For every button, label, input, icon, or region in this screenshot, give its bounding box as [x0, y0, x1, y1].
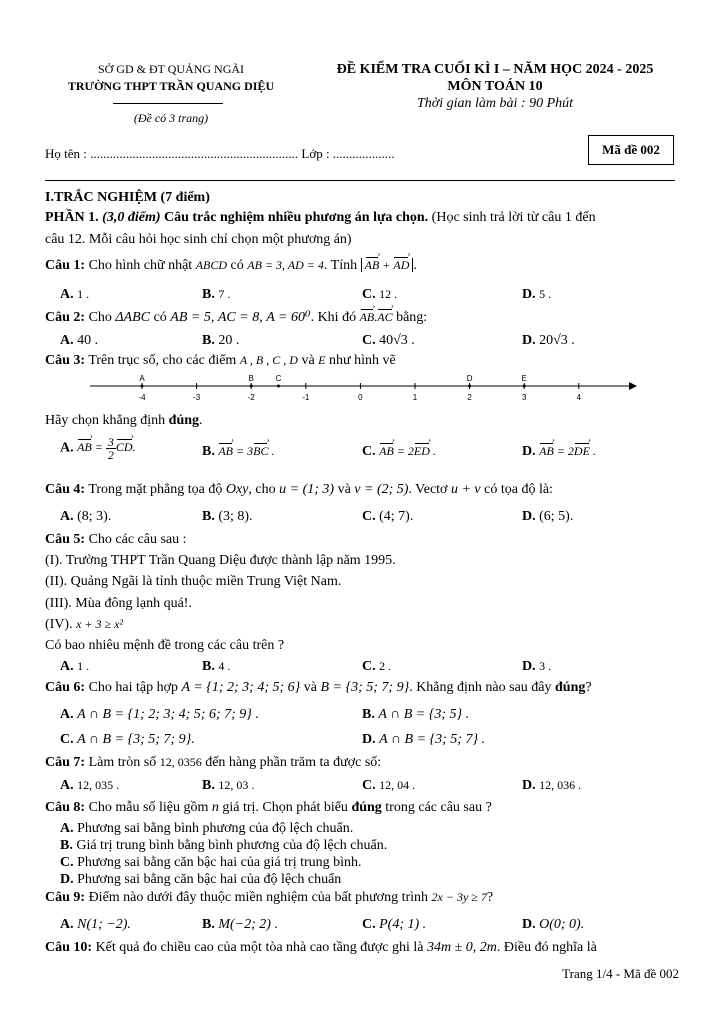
axis-tick-label: -3: [193, 393, 201, 402]
exam-code-box: Mã đề 002: [588, 135, 674, 165]
q2-option-c[interactable]: C. 40√3 .: [362, 333, 415, 348]
q7-option-a[interactable]: A. 12, 035 .: [60, 778, 120, 793]
student-info-line: Họ tên : ................................................................ Lớp : ...................: [45, 146, 395, 161]
q1-shape: ABCD: [195, 258, 228, 272]
q1-text: Cho hình chữ nhật: [88, 258, 193, 273]
q8-option-d[interactable]: D. Phương sai bằng căn bậc hai của độ lệch chuẩn: [60, 872, 342, 887]
question-5: Câu 5: Cho các câu sau :: [45, 532, 187, 547]
q1-option-c[interactable]: C. 12 .: [362, 287, 398, 302]
question-6: Câu 6: Cho hai tập hợp A = {1; 2; 3; 4; 5; 6} và B = {3; 5; 7; 9}. Khẳng định nào sau đây đúng?: [45, 680, 592, 695]
q5-statement-2: (II). Quảng Ngãi là tỉnh thuộc miền Trung Việt Nam.: [45, 574, 342, 589]
pages-note: (Đề có 3 trang): [133, 111, 209, 125]
axis-tick-label: 0: [358, 393, 363, 402]
axis-points: [139, 374, 527, 388]
q3-option-c[interactable]: C. AB › = 2ED › .: [362, 444, 436, 460]
page-footer: Trang 1/4 - Mã đề 002: [562, 966, 679, 981]
axis-tick-label: 2: [467, 393, 472, 402]
axis-tick-label: 1: [412, 393, 418, 402]
axis-arrow: [629, 382, 637, 390]
question-10: Câu 10: Kết quả đo chiều cao của một tòa nhà cao tầng được ghi là 34m ± 0, 2m. Điều đó nghĩa là: [45, 940, 597, 955]
axis-point-b: [250, 385, 253, 388]
q1-expression: AB › + AD ›: [361, 258, 414, 272]
part-heading: [45, 210, 596, 226]
q1-option-d[interactable]: D. 5 .: [522, 287, 552, 302]
axis-tick-label: -4: [138, 393, 146, 402]
q4-option-c[interactable]: C. (4; 7).: [362, 509, 414, 524]
q7-option-d[interactable]: D. 12, 036 .: [522, 778, 582, 793]
q7-option-b[interactable]: B. 12, 03 .: [202, 778, 255, 793]
q2-option-d[interactable]: D. 20√3 .: [522, 333, 575, 348]
axis-point-c: [277, 385, 280, 388]
q1-option-b[interactable]: B. 7 .: [202, 287, 231, 302]
part-label: PHẦN 1.: [45, 210, 99, 225]
exam-subject: MÔN TOÁN 10: [447, 79, 543, 94]
q5-option-d[interactable]: D. 3 .: [522, 659, 552, 674]
q6-option-c[interactable]: C. A ∩ B = {3; 5; 7; 9}.: [60, 732, 195, 747]
part-note: (Học sinh trả lời từ câu 1 đến: [431, 210, 596, 225]
number-line: [40, 372, 640, 406]
q7-option-c[interactable]: C. 12, 04 .: [362, 778, 416, 793]
q4-option-b[interactable]: B. (3; 8).: [202, 509, 253, 524]
header-divider: [113, 103, 223, 104]
q8-option-c[interactable]: C. Phương sai bằng căn bậc hai của giá trị trung bình.: [60, 855, 362, 870]
department: SỞ GD & ĐT QUẢNG NGÃI: [97, 62, 245, 76]
axis-point-d: [468, 385, 471, 388]
q8-option-b[interactable]: B. Giá trị trung bình bằng bình phương của độ lệch chuẩn.: [60, 838, 388, 853]
axis-tick-label: -1: [302, 393, 310, 402]
q4-option-d[interactable]: D. (6; 5).: [522, 509, 574, 524]
exam-time: Thời gian làm bài : 90 Phút: [416, 96, 574, 111]
q5-option-a[interactable]: A. 1 .: [60, 659, 90, 674]
q1-option-a[interactable]: A. 1 .: [60, 287, 90, 302]
part-note-line2: câu 12. Mỗi câu hỏi học sinh chỉ chọn một phương án): [45, 232, 352, 247]
q5-option-c[interactable]: C. 2 .: [362, 659, 392, 674]
axis-tick-label: 3: [521, 393, 527, 402]
axis-point-label: D: [466, 374, 473, 383]
axis-point-a: [141, 385, 144, 388]
q5-statement-3: (III). Mùa đông lạnh quá!.: [45, 596, 192, 611]
q1-condition: AB = 3, AD = 4: [247, 258, 324, 272]
q9-option-b[interactable]: B. M(−2; 2) .: [202, 917, 278, 932]
question-3: Câu 3: Trên trục số, cho các điểm A , B , C , D và E như hình vẽ: [45, 353, 396, 368]
school-name: TRƯỜNG THPT TRẦN QUANG DIỆU: [67, 79, 275, 93]
q5-statement-4: (IV). x + 3 ≥ x²: [45, 617, 124, 632]
q2-dot-product: AB ›.AC ›: [360, 310, 393, 324]
axis-point-e: [523, 385, 526, 388]
q8-option-a[interactable]: A. Phương sai bằng bình phương của độ lệch chuẩn.: [60, 821, 354, 836]
q6-option-d[interactable]: D. A ∩ B = {3; 5; 7} .: [362, 732, 486, 747]
q3-prompt: Hãy chọn khẳng định đúng.: [45, 413, 203, 428]
part-title: Câu trắc nghiệm nhiều phương án lựa chọn.: [164, 210, 429, 225]
q1-text-co: có: [230, 258, 244, 273]
q9-option-d[interactable]: D. O(0; 0).: [522, 917, 585, 932]
axis-point-label: A: [139, 374, 145, 383]
header-rule: [45, 180, 675, 181]
q9-option-a[interactable]: A. N(1; −2).: [60, 917, 131, 932]
q2-option-b[interactable]: B. 20 .: [202, 333, 240, 348]
q4-option-a[interactable]: A. (8; 3).: [60, 509, 112, 524]
q1-label: Câu 1:: [45, 258, 86, 273]
axis-point-label: C: [275, 374, 282, 383]
q6-option-a[interactable]: A. A ∩ B = {1; 2; 3; 4; 5; 6; 7; 9} .: [60, 707, 259, 722]
q3-option-b[interactable]: B. AB › = 3BC › .: [202, 444, 274, 460]
q6-option-b[interactable]: B. A ∩ B = {3; 5} .: [362, 707, 470, 722]
axis-point-label: E: [521, 374, 527, 383]
axis-tick-label: 4: [576, 393, 582, 402]
section-title: I.TRẮC NGHIỆM (7 điểm): [45, 190, 210, 205]
q1-text-tinh: . Tính: [323, 258, 358, 273]
q3-option-d[interactable]: D. AB › = 2DE › .: [522, 444, 596, 460]
question-9: Câu 9: Điểm nào dưới đây thuộc miền nghiệm của bất phương trình 2x − 3y ≥ 7?: [45, 890, 494, 905]
q5-statement-1: (I). Trường THPT Trần Quang Diệu được thành lập năm 1995.: [45, 553, 396, 568]
question-7: Câu 7: Làm tròn số 12, 0356 đến hàng phần trăm ta được số:: [45, 755, 382, 770]
axis-point-label: B: [248, 374, 254, 383]
q9-option-c[interactable]: C. P(4; 1) .: [362, 917, 427, 932]
question-8: Câu 8: Cho mẫu số liệu gồm n giá trị. Chọn phát biểu đúng trong các câu sau ?: [45, 800, 492, 815]
question-1: Câu 1: Cho hình chữ nhật ABCD có AB = 3, AD = 4. Tính AB › + AD › .: [45, 258, 417, 274]
exam-title: ĐỀ KIỂM TRA CUỐI KÌ I – NĂM HỌC 2024 - 2025: [336, 62, 654, 77]
q5-ask: Có bao nhiêu mệnh đề trong các câu trên ?: [45, 638, 285, 653]
question-4: Câu 4: Trong mặt phẳng tọa độ Oxy, cho u = (1; 3) và v = (2; 5). Vectơ u + v có tọa độ là:: [45, 482, 553, 497]
axis-tick-label: -2: [247, 393, 255, 402]
q3-option-a[interactable]: A. AB › = $\frac{3}{2}$ CD ›.: [60, 436, 136, 461]
q5-option-b[interactable]: B. 4 .: [202, 659, 231, 674]
question-2: Câu 2: Cho ΔABC có AB = 5, AC = 8, A = 60⁰. Khi đó AB ›.AC › bằng:: [45, 309, 427, 326]
part-points: (3,0 điểm): [102, 210, 161, 225]
q2-option-a[interactable]: A. 40 .: [60, 333, 99, 348]
